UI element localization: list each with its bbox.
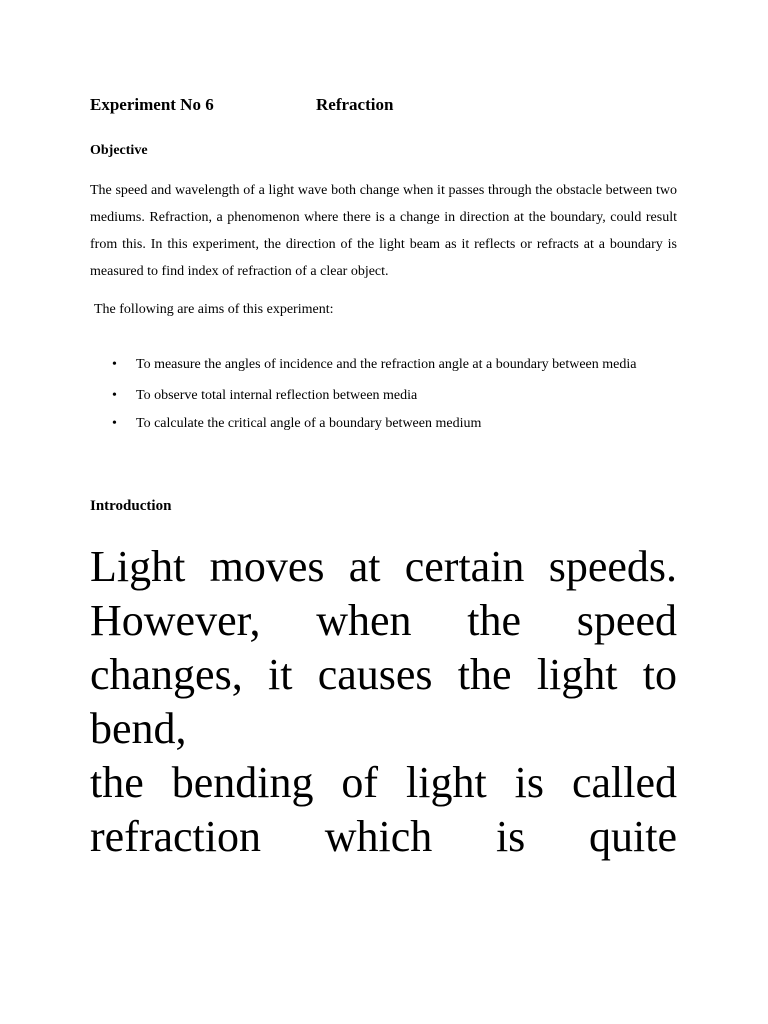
introduction-heading: Introduction — [90, 498, 172, 514]
aim-item — [90, 415, 690, 433]
aim-text: To observe total internal reflection between media — [136, 388, 418, 403]
introduction-line: changes, it causes the light to — [90, 650, 677, 699]
aim-text: To calculate the critical angle of a boundary between medium — [136, 416, 482, 431]
introduction-line: refraction which is quite — [90, 812, 677, 861]
bullet-icon: • — [112, 357, 117, 372]
aims-list — [90, 356, 690, 433]
aim-item — [90, 356, 690, 374]
aim-item — [90, 387, 690, 405]
experiment-title: Experiment No 6 — [90, 95, 214, 114]
aim-text: To measure the angles of incidence and the refraction angle at a boundary between media — [136, 357, 637, 372]
bullet-icon: • — [112, 388, 117, 403]
bullet-icon: • — [112, 416, 117, 431]
introduction-line: the bending of light is called — [90, 758, 677, 807]
introduction-line: bend, — [90, 704, 187, 753]
objective-heading: Objective — [90, 143, 148, 158]
experiment-topic: Refraction — [316, 95, 394, 114]
introduction-line: However, when the speed — [90, 596, 677, 645]
introduction-line: Light moves at certain speeds. — [90, 542, 677, 591]
objective-paragraph: The speed and wavelength of a light wave both change when it passes through the obstacle between two mediums. Refraction, a phenomenon where there is a change in direction at the boundary, could result from this. In this experiment, the direction of the light beam as it reflects or refracts at a boundary is measured to find index of refraction of a clear object. — [90, 183, 677, 279]
aims-lead-text: The following are aims of this experiment: — [94, 302, 334, 317]
introduction-paragraph — [90, 540, 677, 870]
